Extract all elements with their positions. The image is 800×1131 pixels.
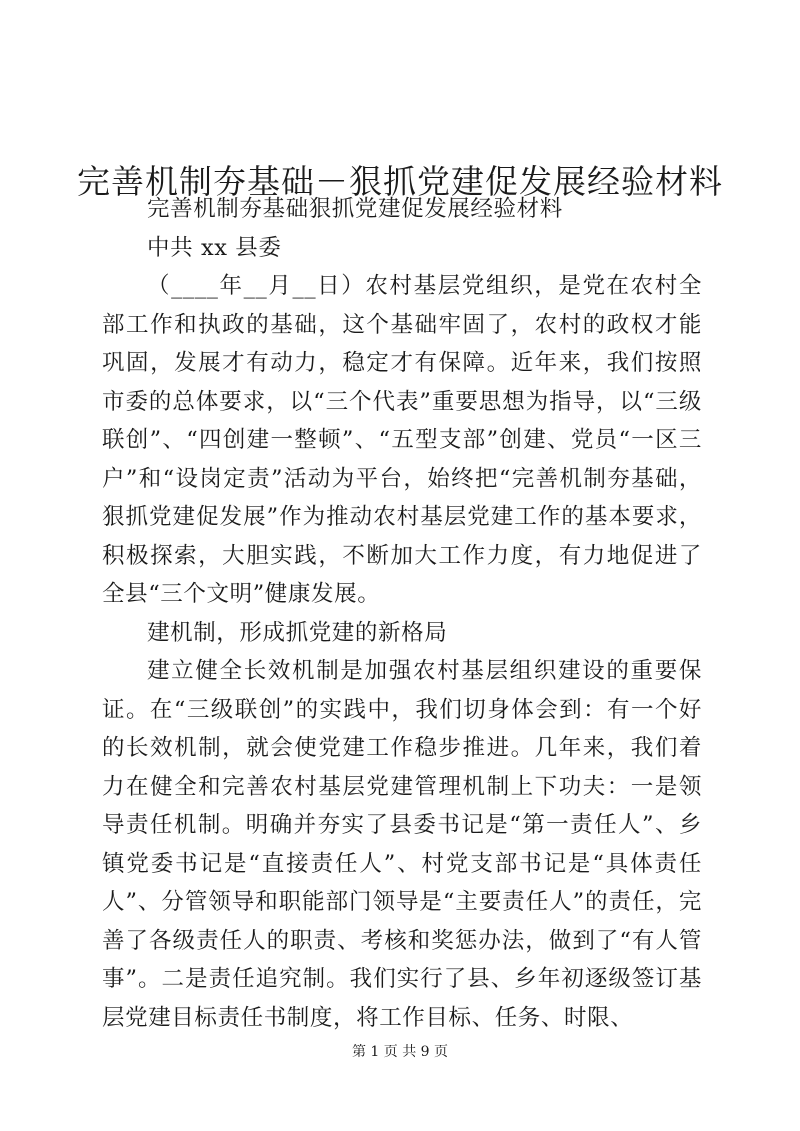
intro-paragraph: （____年__月__日）农村基层党组织，是党在农村全部工作和执政的基础，这个基础牢固了，农村的政权才能巩固，发展才有动力，稳定才有保障。近年来，我们按照市委的总体要求，以“三个代表”重要思想为指导，以“三级联创”、“四创建一整顿”、“五型支部”创建、党员“一区三户”和“设岗定责”活动为平台，始终把“完善机制夯基础，狠抓党建促发展”作为推动农村基层党建工作的基本要求，积极探索，大胆实践，不断加大工作力度，有力地促进了全县“三个文明”健康发展。 (102, 273, 702, 607)
section-heading: 建机制，形成抓党建的新格局 (147, 619, 448, 646)
document-title: 完善机制夯基础－狠抓党建促发展经验材料 (77, 162, 723, 202)
page-footer: 第 1 页 共 9 页 (351, 1044, 449, 1060)
author-paragraph: 中共 xx 县委 (147, 234, 282, 261)
section-paragraph: 建立健全长效机制是加强农村基层组织建设的重要保证。在“三级联创”的实践中，我们切身体会到：有一个好的长效机制，就会使党建工作稳步推进。几年来，我们着力在健全和完善农村基层党建管理机制上下功夫：一是领导责任机制。明确并夯实了县委书记是“第一责任人”、乡镇党委书记是“直接责任人”、村党支部书记是“具体责任人”、分管领导和职能部门领导是“主要责任人”的责任，完善了各级责任人的职责、考核和奖惩办法，做到了“有人管事”。二是责任追究制。我们实行了县、乡年初逐级签订基层党建目标责任书制度，将工作目标、任务、时限、 (102, 658, 702, 1031)
document-body (102, 190, 702, 1037)
subtitle-paragraph: 完善机制夯基础狠抓党建促发展经验材料 (147, 196, 563, 222)
